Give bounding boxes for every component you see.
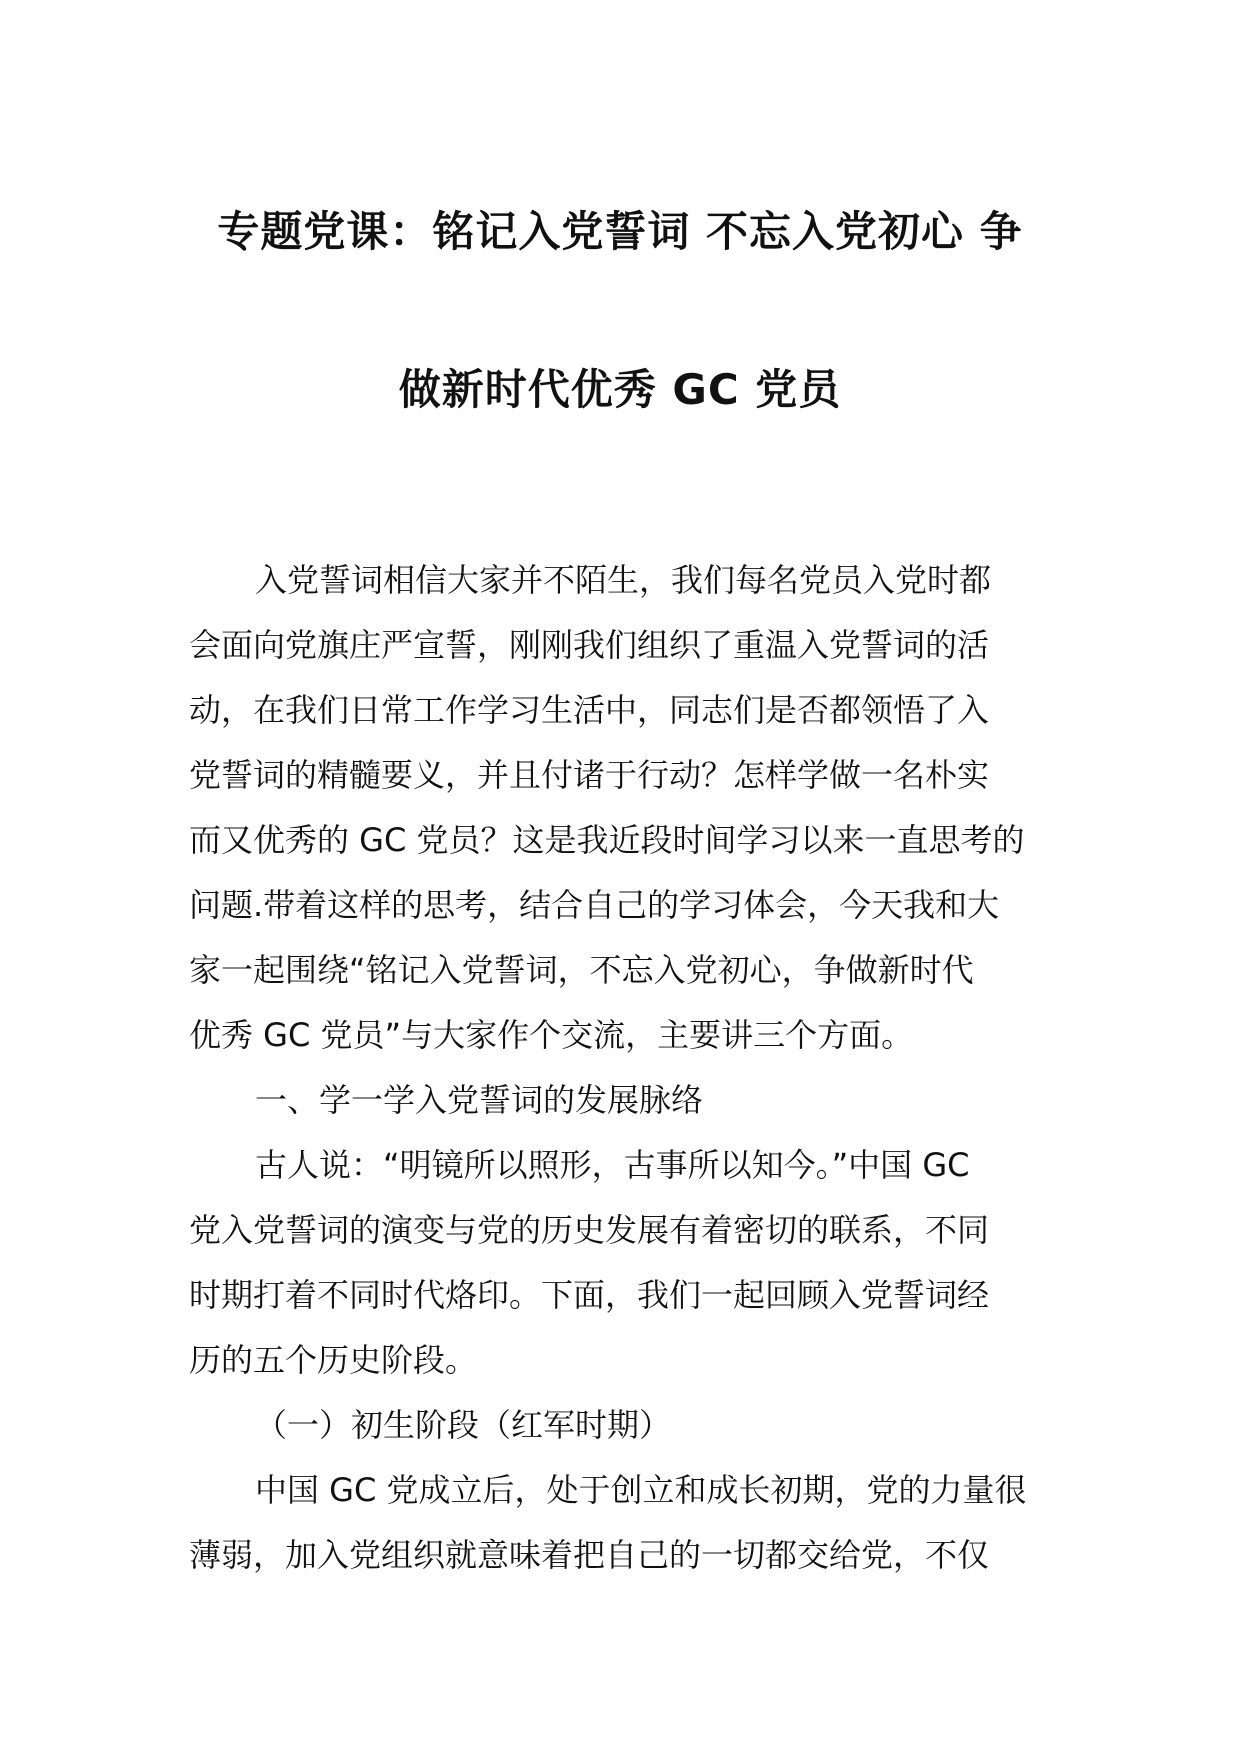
document-body [189,548,1055,1588]
paragraph-line: 时期打着不同时代烙印。下面，我们一起回顾入党誓词经 [189,1276,990,1314]
paragraph-line: 家一起围绕“铭记入党誓词，不忘入党初心，争做新时代 [189,951,974,989]
subsection-heading: （一）初生阶段（红军时期） [255,1406,672,1444]
paragraph-line: 问题.带着这样的思考，结合自己的学习体会，今天我和大 [189,886,1000,924]
document-title-line-2: 做新时代优秀 GC 党员 [398,365,842,414]
paragraph-line: 党誓词的精髓要义，并且付诸于行动？怎样学做一名朴实 [189,756,990,794]
paragraph-line: 薄弱，加入党组织就意味着把自己的一切都交给党，不仅 [189,1536,990,1574]
paragraph-line: 历的五个历史阶段。 [189,1341,478,1379]
section-heading: 一、学一学入党誓词的发展脉络 [255,1081,704,1119]
paragraph-line: 会面向党旗庄严宣誓，刚刚我们组织了重温入党誓词的活 [189,626,990,664]
paragraph-line: 古人说：“明镜所以照形，古事所以知今。”中国 GC [255,1146,970,1184]
paragraph-line: 中国 GC 党成立后，处于创立和成长初期，党的力量很 [255,1471,1027,1509]
paragraph-line: 党入党誓词的演变与党的历史发展有着密切的联系，不同 [189,1211,990,1249]
paragraph-line: 优秀 GC 党员”与大家作个交流，主要讲三个方面。 [189,1016,914,1054]
paragraph-line: 动，在我们日常工作学习生活中，同志们是否都领悟了入 [189,691,990,729]
paragraph-line: 入党誓词相信大家并不陌生，我们每名党员入党时都 [255,561,992,599]
document-title-line-1: 专题党课：铭记入党誓词 不忘入党初心 争 [217,207,1023,256]
paragraph-line: 而又优秀的 GC 党员？这是我近段时间学习以来一直思考的 [189,821,1025,859]
